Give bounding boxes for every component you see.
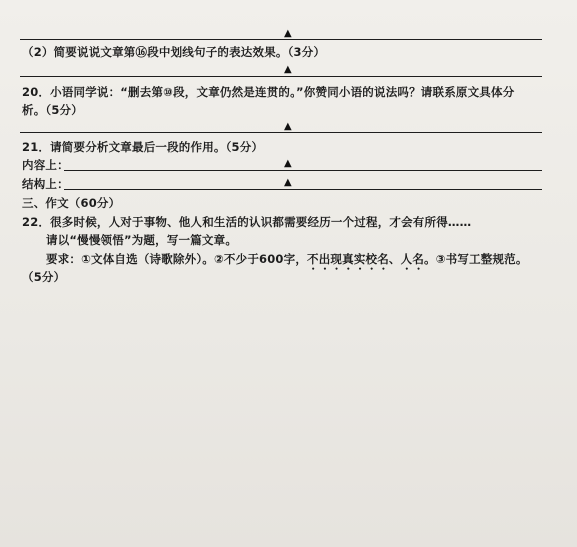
question-21: 21．请简要分析文章最后一段的作用。（5分） xyxy=(22,140,264,154)
structure-answer-line xyxy=(64,189,542,190)
section-3-heading: 三、作文（60分） xyxy=(22,196,121,210)
answer-marker: ▲ xyxy=(284,64,292,75)
content-label: 内容上： xyxy=(22,158,69,172)
structure-label: 结构上： xyxy=(22,177,69,191)
requirement-part-3: 。③书写工整规范。 xyxy=(424,252,528,266)
answer-line xyxy=(20,76,542,77)
content-answer-line xyxy=(64,170,542,171)
question-22-requirements xyxy=(46,252,528,273)
answer-marker: ▲ xyxy=(284,177,292,188)
question-22-instruction: 请以“慢慢领悟”为题，写一篇文章。 xyxy=(46,233,238,247)
question-22-points: （5分） xyxy=(22,270,66,284)
question-22-prompt: 22．很多时候，人对于事物、他人和生活的认识都需要经历一个过程，才会有所得…… xyxy=(22,215,472,229)
question-19-2: （2）简要说说文章第⑯段中划线句子的表达效果。（3分） xyxy=(22,45,326,59)
question-20-line2: 析。（5分） xyxy=(22,103,83,117)
answer-line xyxy=(20,132,542,133)
answer-marker: ▲ xyxy=(284,158,292,169)
requirement-part-1: 要求：①文体自选（诗歌除外）。②不少于600字， xyxy=(46,252,308,266)
answer-marker: ▲ xyxy=(284,28,292,39)
requirement-emphasis: 不出现真实校名、人名 xyxy=(307,252,425,266)
answer-line xyxy=(20,39,542,40)
question-20-line1: 20．小语同学说：“删去第⑩段，文章仍然是连贯的。”你赞同小语的说法吗？请联系原文具体分 xyxy=(22,85,515,99)
answer-marker: ▲ xyxy=(284,121,292,132)
